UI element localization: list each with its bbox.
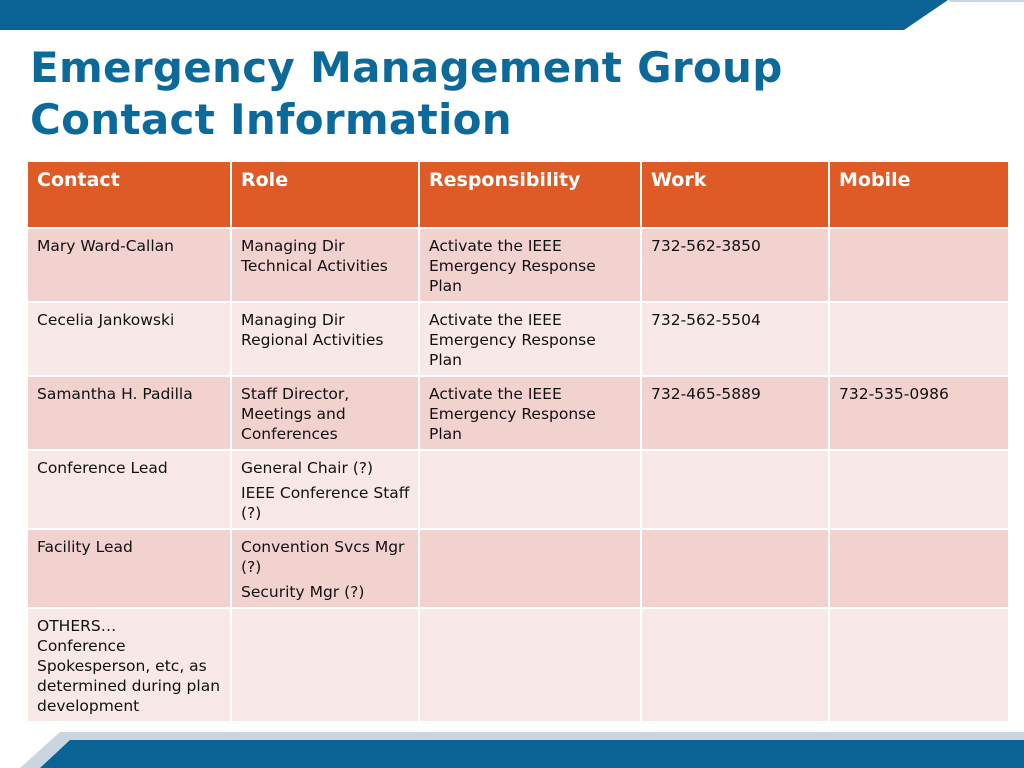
table-row xyxy=(27,302,1009,376)
table-header-row xyxy=(27,161,1009,228)
cell-work-phone: 732-562-3850 xyxy=(641,228,829,302)
role-text: Convention Svcs Mgr (?) xyxy=(241,538,405,576)
contact-text: Facility Lead xyxy=(37,538,133,556)
header-contact: Contact xyxy=(27,161,231,228)
table-row xyxy=(27,450,1009,529)
header-work: Work xyxy=(641,161,829,228)
cell-role xyxy=(231,450,419,529)
header-role: Role xyxy=(231,161,419,228)
role-text: Managing Dir Technical Activities xyxy=(241,237,388,275)
cell-responsibility: Activate the IEEE Emergency Response Plan xyxy=(419,302,641,376)
contact-text: Conference Lead xyxy=(37,459,168,477)
cell-mobile-phone: 732-535-0986 xyxy=(829,376,1009,450)
cell-mobile-phone xyxy=(829,450,1009,529)
cell-responsibility xyxy=(419,529,641,608)
slide-title xyxy=(30,42,783,146)
table-row xyxy=(27,529,1009,608)
cell-mobile-phone xyxy=(829,228,1009,302)
header-responsibility: Responsibility xyxy=(419,161,641,228)
cell-role xyxy=(231,376,419,450)
cell-role xyxy=(231,228,419,302)
contact-text: Cecelia Jankowski xyxy=(37,311,175,329)
cell-role xyxy=(231,608,419,722)
cell-work-phone xyxy=(641,608,829,722)
table-row xyxy=(27,608,1009,722)
cell-responsibility: Activate the IEEE Emergency Response Plan xyxy=(419,376,641,450)
role-text: Managing Dir Regional Activities xyxy=(241,311,384,349)
cell-responsibility xyxy=(419,608,641,722)
role-text: Security Mgr (?) xyxy=(241,583,365,601)
role-text: IEEE Conference Staff (?) xyxy=(241,484,410,522)
contact-text: Conference Spokesperson, etc, as determined during plan development xyxy=(37,637,221,715)
cell-role xyxy=(231,302,419,376)
table-row xyxy=(27,228,1009,302)
contact-table xyxy=(26,160,1010,723)
cell-responsibility xyxy=(419,450,641,529)
cell-contact xyxy=(27,450,231,529)
role-text: Staff Director, Meetings and Conferences xyxy=(241,385,350,443)
cell-contact xyxy=(27,529,231,608)
cell-mobile-phone xyxy=(829,608,1009,722)
cell-contact xyxy=(27,228,231,302)
top-decor-band xyxy=(0,0,1024,32)
slide-title-line-2: Contact Information xyxy=(30,95,512,144)
cell-mobile-phone xyxy=(829,529,1009,608)
cell-mobile-phone xyxy=(829,302,1009,376)
cell-work-phone xyxy=(641,529,829,608)
cell-contact xyxy=(27,376,231,450)
table-row xyxy=(27,376,1009,450)
contact-text: Samantha H. Padilla xyxy=(37,385,193,403)
cell-contact xyxy=(27,608,231,722)
cell-role xyxy=(231,529,419,608)
cell-contact xyxy=(27,302,231,376)
bottom-decor-band xyxy=(0,728,1024,768)
slide-title-line-1: Emergency Management Group xyxy=(30,43,783,92)
cell-work-phone: 732-562-5504 xyxy=(641,302,829,376)
cell-work-phone xyxy=(641,450,829,529)
cell-work-phone: 732-465-5889 xyxy=(641,376,829,450)
contact-text: OTHERS… xyxy=(37,617,117,635)
role-text: General Chair (?) xyxy=(241,459,374,477)
contact-text: Mary Ward-Callan xyxy=(37,237,174,255)
header-mobile: Mobile xyxy=(829,161,1009,228)
cell-responsibility: Activate the IEEE Emergency Response Plan xyxy=(419,228,641,302)
